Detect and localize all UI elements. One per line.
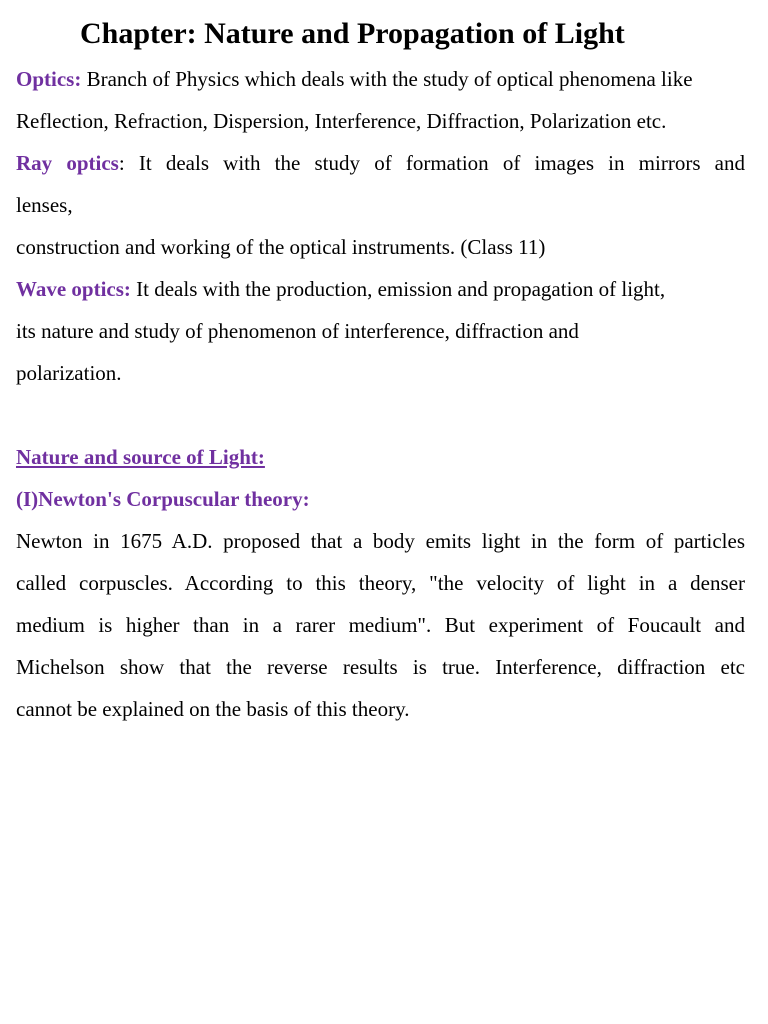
wave-optics-definition-line-2: its nature and study of phenomenon of interference, diffraction and <box>16 319 579 343</box>
wave-optics-term: Wave optics: <box>16 277 131 301</box>
ray-optics-text-1: : It deals with the study of formation of images in mirrors and <box>118 151 745 175</box>
document-page <box>16 0 745 730</box>
wave-optics-definition-line-1 <box>16 268 745 310</box>
section-heading: Nature and source of Light: <box>16 445 265 469</box>
blank-line <box>16 394 745 436</box>
ray-optics-term: Ray optics <box>16 151 119 175</box>
ray-optics-definition-line-3: construction and working of the optical instruments. (Class 11) <box>16 235 546 259</box>
newton-paragraph-line-1: Newton in 1675 A.D. proposed that a body emits light in the form of particles <box>16 529 745 553</box>
page-title: Chapter: Nature and Propagation of Light <box>80 17 625 50</box>
ray-optics-definition-line-2: lenses, <box>16 193 73 217</box>
optics-definition-line-1 <box>16 58 745 100</box>
wave-optics-definition-line-3: polarization. <box>16 361 122 385</box>
newton-paragraph-line-5: cannot be explained on the basis of this theory. <box>16 697 410 721</box>
newton-paragraph-line-4: Michelson show that the reverse results is true. Interference, diffraction etc <box>16 655 745 679</box>
wave-optics-text-1: It deals with the production, emission and propagation of light, <box>130 277 666 301</box>
newton-paragraph-line-2: called corpuscles. According to this theory, "the velocity of light in a denser <box>16 571 745 595</box>
optics-term: Optics: <box>16 67 82 91</box>
subsection-heading: (I)Newton's Corpuscular theory: <box>16 487 310 511</box>
newton-paragraph-line-3: medium is higher than in a rarer medium". But experiment of Foucault and <box>16 613 745 637</box>
optics-definition-line-2: Reflection, Refraction, Dispersion, Interference, Diffraction, Polarization etc. <box>16 109 667 133</box>
optics-text-1: Branch of Physics which deals with the study of optical phenomena like <box>81 67 693 91</box>
ray-optics-definition-line-1 <box>16 142 745 184</box>
